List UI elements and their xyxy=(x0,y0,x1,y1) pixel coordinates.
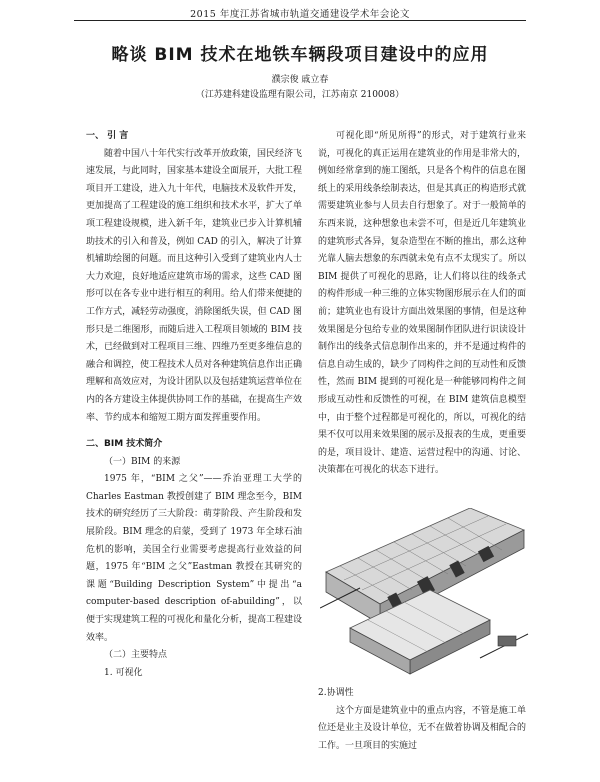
item-1-heading: 1. 可视化 xyxy=(104,667,143,678)
header-rule xyxy=(74,20,526,21)
right-column-lower xyxy=(318,685,526,755)
coordination-paragraph: 这个方面是建筑业中的重点内容，不管是施工单位还是业主及设计单位，无不在做着协调及相配合的工作。一旦项目的实施过 xyxy=(318,705,526,751)
affiliation: （江苏建科建设监理有限公司，江苏南京 210008） xyxy=(195,90,405,100)
section-gap xyxy=(86,427,302,436)
section-1-heading: 一、 引 言 xyxy=(86,131,129,141)
bim-model-figure xyxy=(320,508,530,680)
left-column xyxy=(86,128,302,682)
right-column xyxy=(318,128,526,480)
section-1-paragraph: 随着中国八十年代实行改革开放政策，国民经济飞速发展，与此同时，国家基本建设全面展开，大批工程项目开工建设，进入九十年代，电脑技术及软件开发，更加提高了工程建设的施工组织和技术水平，扩大了单项工程建设规模，进入新千年，建筑业已步入计算机辅助技术的引入和普及，例如 CAD 的引入，解决了计算机辅助绘图的问题。而且这种引入受到了建筑业内人士大力欢迎，良好地适应建筑市场的需求，这些 CAD 图形可以在各专业中进行相互的利用。给人们带来便捷的工作方式，减轻劳动强度，消除图纸失误，但 CAD 图形只是二维图形，而随后进入工程项目领域的 BIM 技术，已经做到对工程项目三维、四维乃至更多维信息的融合和调控，使工程技术人员对各种建筑信息作出正确理解和高效应对，为设计团队以及包括建筑运营单位在内的各方建设主体提供协同工作的基础，在提高生产效率、节约成本和缩短工期方面发挥重要作用。 xyxy=(86,148,303,423)
subsection-1-paragraph: 1975 年，“BIM 之父”——乔治亚理工大学的 Charles Eastman 教授创建了 BIM 理念至今，BIM 技术的研究经历了三大阶段：萌芽阶段、产生阶段和发展阶段。BIM 理念的启蒙，受到了 1973 年全球石油危机的影响，美国全行业需要考虑提高行业效益的问题，1975 年“BIM 之父”Eastman 教授在其研究的课题“Building Description System”中提出“a computer-based description of-abuilding”，以便于实现建筑工程的可视化和量化分析，提高工程建设效率。 xyxy=(86,474,303,643)
subsection-1-heading: （一）BIM 的来源 xyxy=(104,456,181,467)
section-2-heading: 二、BIM 技术简介 xyxy=(86,439,163,450)
bim-depot-model-image xyxy=(320,508,530,680)
paper-title: 略谈 BIM 技术在地铁车辆段项目建设中的应用 xyxy=(111,45,489,65)
authors: 濮宗俊 戚立春 xyxy=(271,75,329,85)
item-2-heading: 2.协调性 xyxy=(318,688,354,698)
visualization-paragraph: 可视化即“所见所得”的形式，对于建筑行业来说，可视化的真正运用在建筑业的作用是非常大的，例如经常拿到的施工图纸，只是各个构件的信息在图纸上的采用线条绘制表达，但是其真正的构造形式就需要建筑业参与人员去自行想象了。对于一般简单的东西来说，这种想象也未尝不可，但是近几年建筑业的建筑形式各异，复杂造型在不断的推出，那么这种光靠人脑去想象的东西就未免有点不太现实了。所以 BIM 提供了可视化的思路，让人们将以往的线条式的构件形成一种三维的立体实物图形展示在人们的面前；建筑业也有设计方面出效果图的事情，但是这种效果图是分包给专业的效果图制作团队进行识读设计制作出的线条式信息制作出来的，并不是通过构件的信息自动生成的，缺少了同构件之间的互动性和反馈性，然而 BIM 提到的可视化是一种能够同构件之间形成互动性和反馈性的可视，在 BIM 建筑信息模型中，由于整个过程都是可视化的，所以，可视化的结果不仅可以用来效果图的展示及报表的生成，更重要的是，项目设计、建造、运营过程中的沟通、讨论、决策都在可视化的状态下进行。 xyxy=(318,131,526,476)
subsection-2-heading: （二）主要特点 xyxy=(104,650,168,661)
running-head: 2015 年度江苏省城市轨道交通建设学术年会论文 xyxy=(190,9,410,20)
